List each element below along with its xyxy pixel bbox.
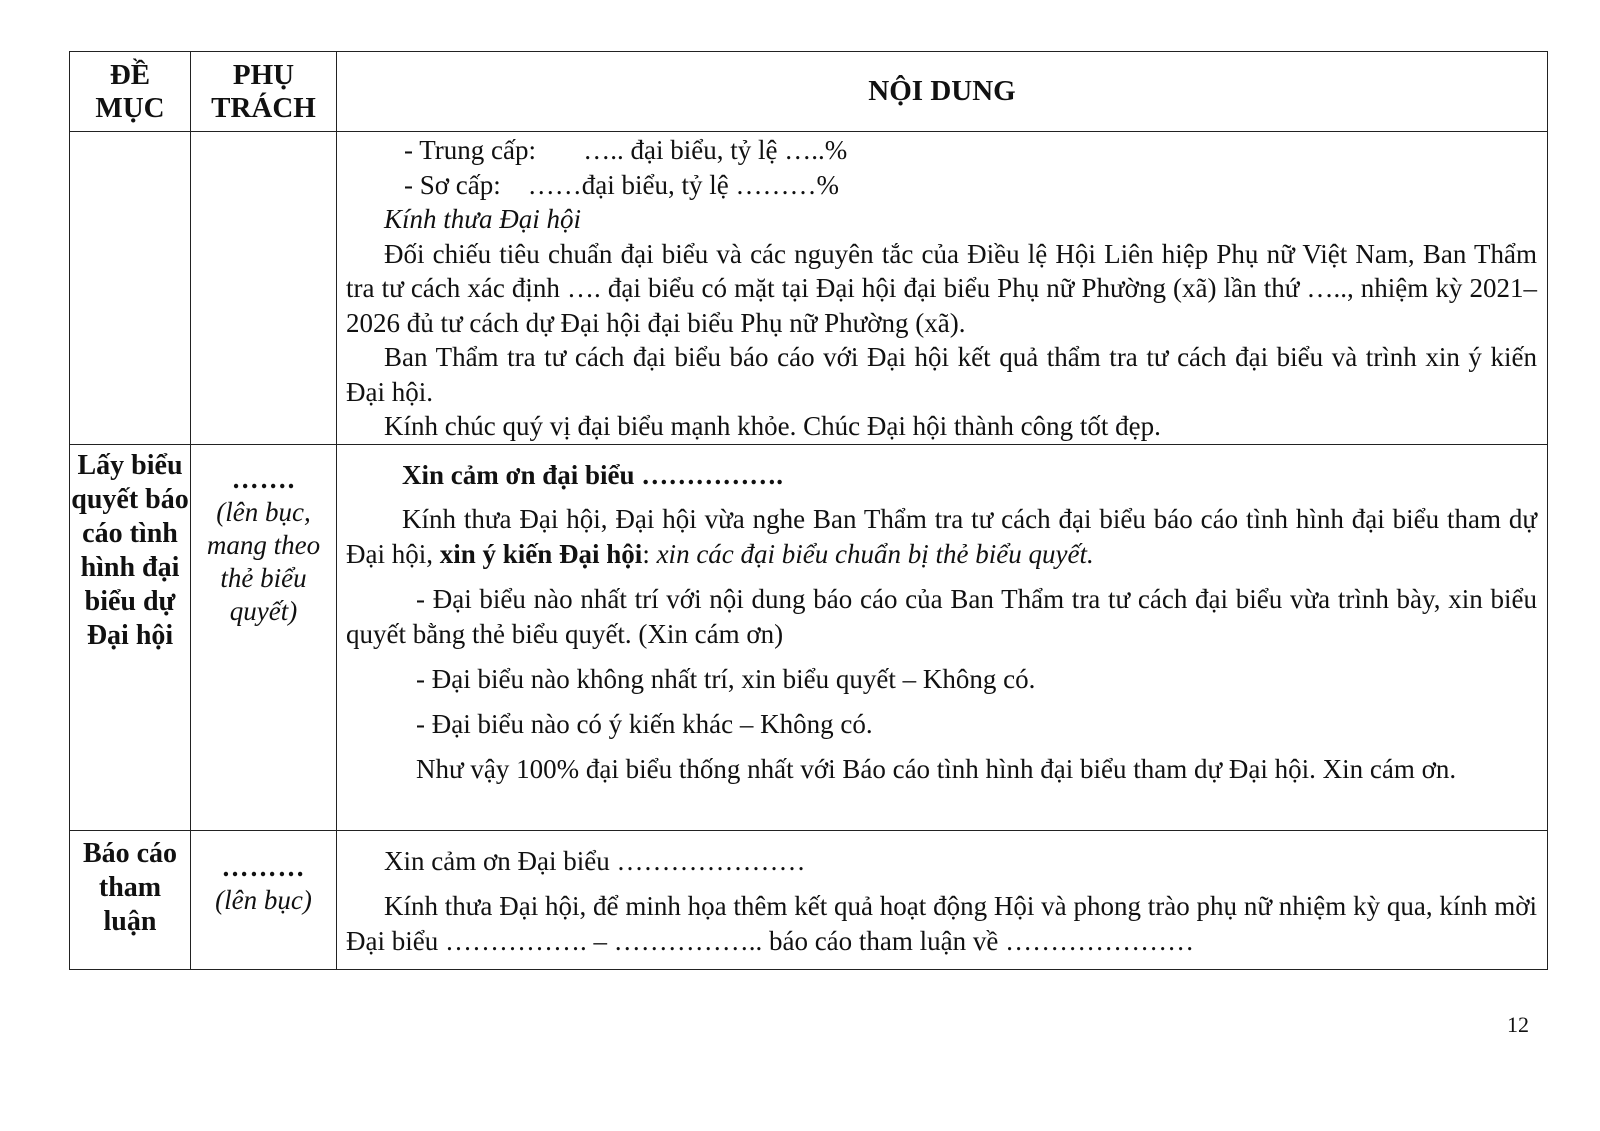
vote-intro-bold: xin ý kiến Đại hội bbox=[439, 538, 643, 569]
vote-intro-colon: : bbox=[642, 538, 657, 569]
presentation-invite-paragraph: Kính thưa Đại hội, để minh họa thêm kết quả hoạt động Hội và phong trào phụ nữ nhiệm kỳ qua, kính mời Đại biểu ……………. – …………….. báo cáo tham luận về ………………… bbox=[346, 890, 1537, 956]
in-charge-note: (lên bục) bbox=[215, 884, 312, 915]
wishes-paragraph: Kính chúc quý vị đại biểu mạnh khỏe. Chúc Đại hội thành công tốt đẹp. bbox=[384, 411, 1161, 441]
in-charge-note: (lên bục, mang theo thẻ biểu quyết) bbox=[206, 496, 321, 626]
table-row bbox=[70, 444, 1548, 830]
vote-intro-text: Kính thưa Đại hội, Đại hội vừa nghe Ban Thẩm tra tư cách đại biểu báo cáo tình hình đại biểu tham dự Đại hội, bbox=[346, 503, 1537, 569]
in-charge-placeholder: ……. bbox=[231, 463, 296, 494]
thanks-line: Xin cảm ơn Đại biểu ………………… bbox=[384, 845, 806, 876]
row1-content-cell bbox=[337, 132, 1548, 445]
disagree-paragraph: - Đại biểu nào không nhất trí, xin biểu quyết – Không có. bbox=[416, 663, 1036, 694]
row3-content-cell bbox=[337, 830, 1548, 969]
report-paragraph: Ban Thẩm tra tư cách đại biểu báo cáo với Đại hội kết quả thẩm tra tư cách đại biểu và trình xin ý kiến Đại hội. bbox=[346, 342, 1537, 407]
verification-paragraph: Đối chiếu tiêu chuẩn đại biểu và các nguyên tắc của Điều lệ Hội Liên hiệp Phụ nữ Việt Nam, Ban Thẩm tra tư cách xác định …. đại biểu có mặt tại Đại hội đại biểu Phụ nữ Phường (xã) lần thứ ….., nhiệm kỳ 2021– 2026 đủ tư cách dự Đại hội đại biểu Phụ nữ Phường (xã). bbox=[346, 238, 1537, 338]
page-number: 12 bbox=[1507, 1012, 1529, 1037]
row3-in-charge-cell bbox=[191, 830, 337, 969]
row2-content-cell bbox=[337, 444, 1548, 830]
row3-section-title: Báo cáo tham luận bbox=[70, 830, 191, 969]
header-section: ĐỀ MỤC bbox=[70, 52, 191, 132]
row2-in-charge-cell bbox=[191, 444, 337, 830]
vote-intro-paragraph bbox=[346, 502, 1537, 572]
header-content: NỘI DUNG bbox=[337, 52, 1548, 132]
vote-intro-italic: xin các đại biểu chuẩn bị thẻ biểu quyết. bbox=[656, 538, 1094, 569]
in-charge-placeholder: ……… bbox=[221, 851, 306, 882]
row1-in-charge-cell bbox=[191, 132, 337, 445]
table-row bbox=[70, 132, 1548, 445]
row1-section-cell bbox=[70, 132, 191, 445]
row2-section-title: Lấy biểu quyết báo cáo tình hình đại biểu dự Đại hội bbox=[70, 444, 191, 830]
conclusion-paragraph: Như vậy 100% đại biểu thống nhất với Báo cáo tình hình đại biểu tham dự Đại hội. Xin cám ơn. bbox=[416, 753, 1457, 784]
thanks-line: Xin cảm ơn đại biểu ……………. bbox=[402, 459, 783, 490]
program-table bbox=[69, 51, 1548, 970]
other-opinion-paragraph: - Đại biểu nào có ý kiến khác – Không có. bbox=[416, 708, 873, 739]
greeting-line: Kính thưa Đại hội bbox=[384, 204, 581, 234]
header-in-charge: PHỤ TRÁCH bbox=[191, 52, 337, 132]
table-header-row bbox=[70, 52, 1548, 132]
table-row bbox=[70, 830, 1548, 969]
agree-paragraph: - Đại biểu nào nhất trí với nội dung báo cáo của Ban Thẩm tra tư cách đại biểu vừa trình bày, xin biểu quyết bằng thẻ biểu quyết. (Xin cám ơn) bbox=[346, 583, 1537, 649]
intermediate-level-line: - Trung cấp: ….. đại biểu, tỷ lệ …..% bbox=[404, 135, 848, 165]
elementary-level-line: - Sơ cấp: ……đại biểu, tỷ lệ ………% bbox=[404, 169, 839, 200]
